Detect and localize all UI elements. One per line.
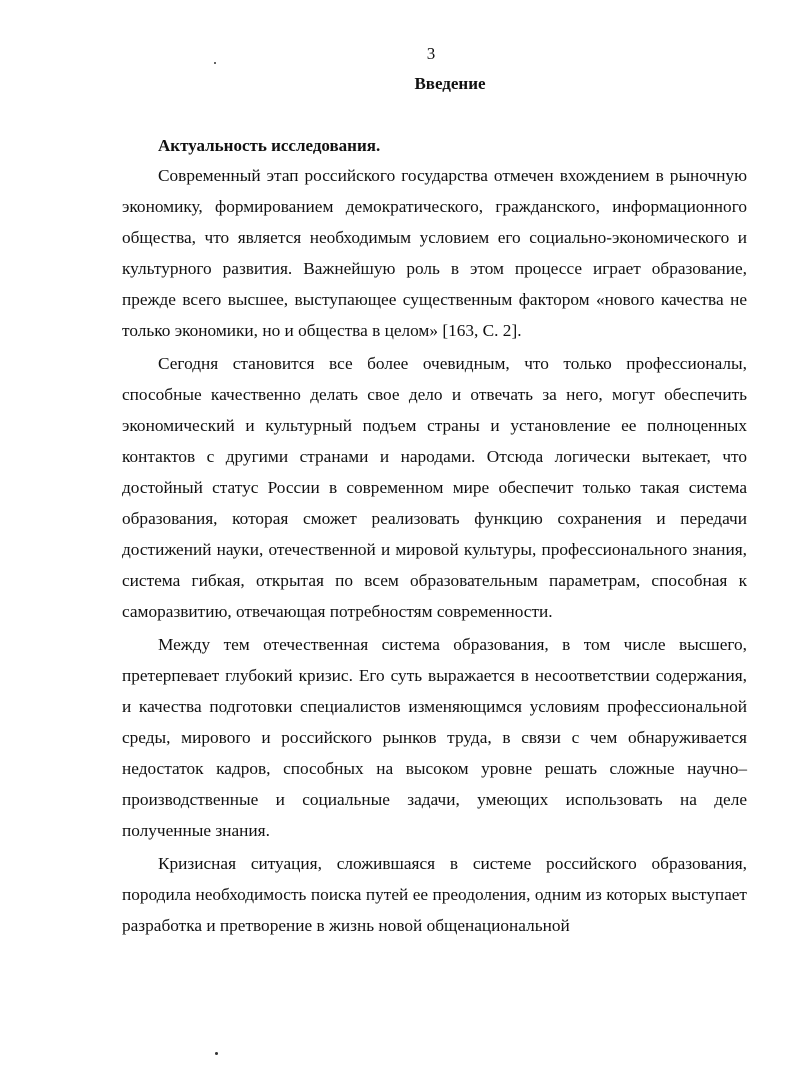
scan-speck xyxy=(215,1052,218,1055)
page-title: Введение xyxy=(414,74,486,93)
paragraph-2: Сегодня становится все более очевидным, что только профессионалы, способные качественно делать свое дело и отвечать за него, могут обеспечить экономический и культурный подъем страны и установление ее полноценных контактов с другими странами и народами. Отсюда логически вытекает, что достойный статус России в современном мире обеспечит только такая система образования, которая сможет реализовать функцию сохранения и передачи достижений науки, отечественной и мировой культуры, профессионального знания, система гибкая, открытая по всем образовательным параметрам, способная к саморазвитию, отвечающая потребностям современности. xyxy=(122,354,747,621)
paragraph-3: Между тем отечественная система образования, в том числе высшего, претерпевает глубокий кризис. Его суть выражается в несоответствии содержания, и качества подготовки специалистов изменяющимся условиям профессиональной среды, мирового и российского рынков труда, в связи с чем обнаруживается недостаток кадров, способных на высоком уровне решать сложные научно–производственные и социальные задачи, умеющих использовать на деле полученные знания. xyxy=(122,635,747,840)
section-heading: Актуальность исследования. xyxy=(158,136,381,155)
body-text xyxy=(122,160,747,941)
page-number: 3 xyxy=(426,44,436,63)
scan-speck xyxy=(214,62,216,64)
paragraph-1: Современный этап российского государства отмечен вхождением в рыночную экономику, формированием демократического, гражданского, информационного общества, что является необходимым условием его социально-экономического и культурного развития. Важнейшую роль в этом процессе играет образование, прежде всего высшее, выступающее существенным фактором «нового качества не только экономики, но и общества в целом» [163, С. 2]. xyxy=(122,166,747,340)
paragraph-4: Кризисная ситуация, сложившаяся в системе российского образования, породила необходимость поиска путей ее преодоления, одним из которых выступает разработка и претворение в жизнь новой общенациональной xyxy=(122,854,747,935)
